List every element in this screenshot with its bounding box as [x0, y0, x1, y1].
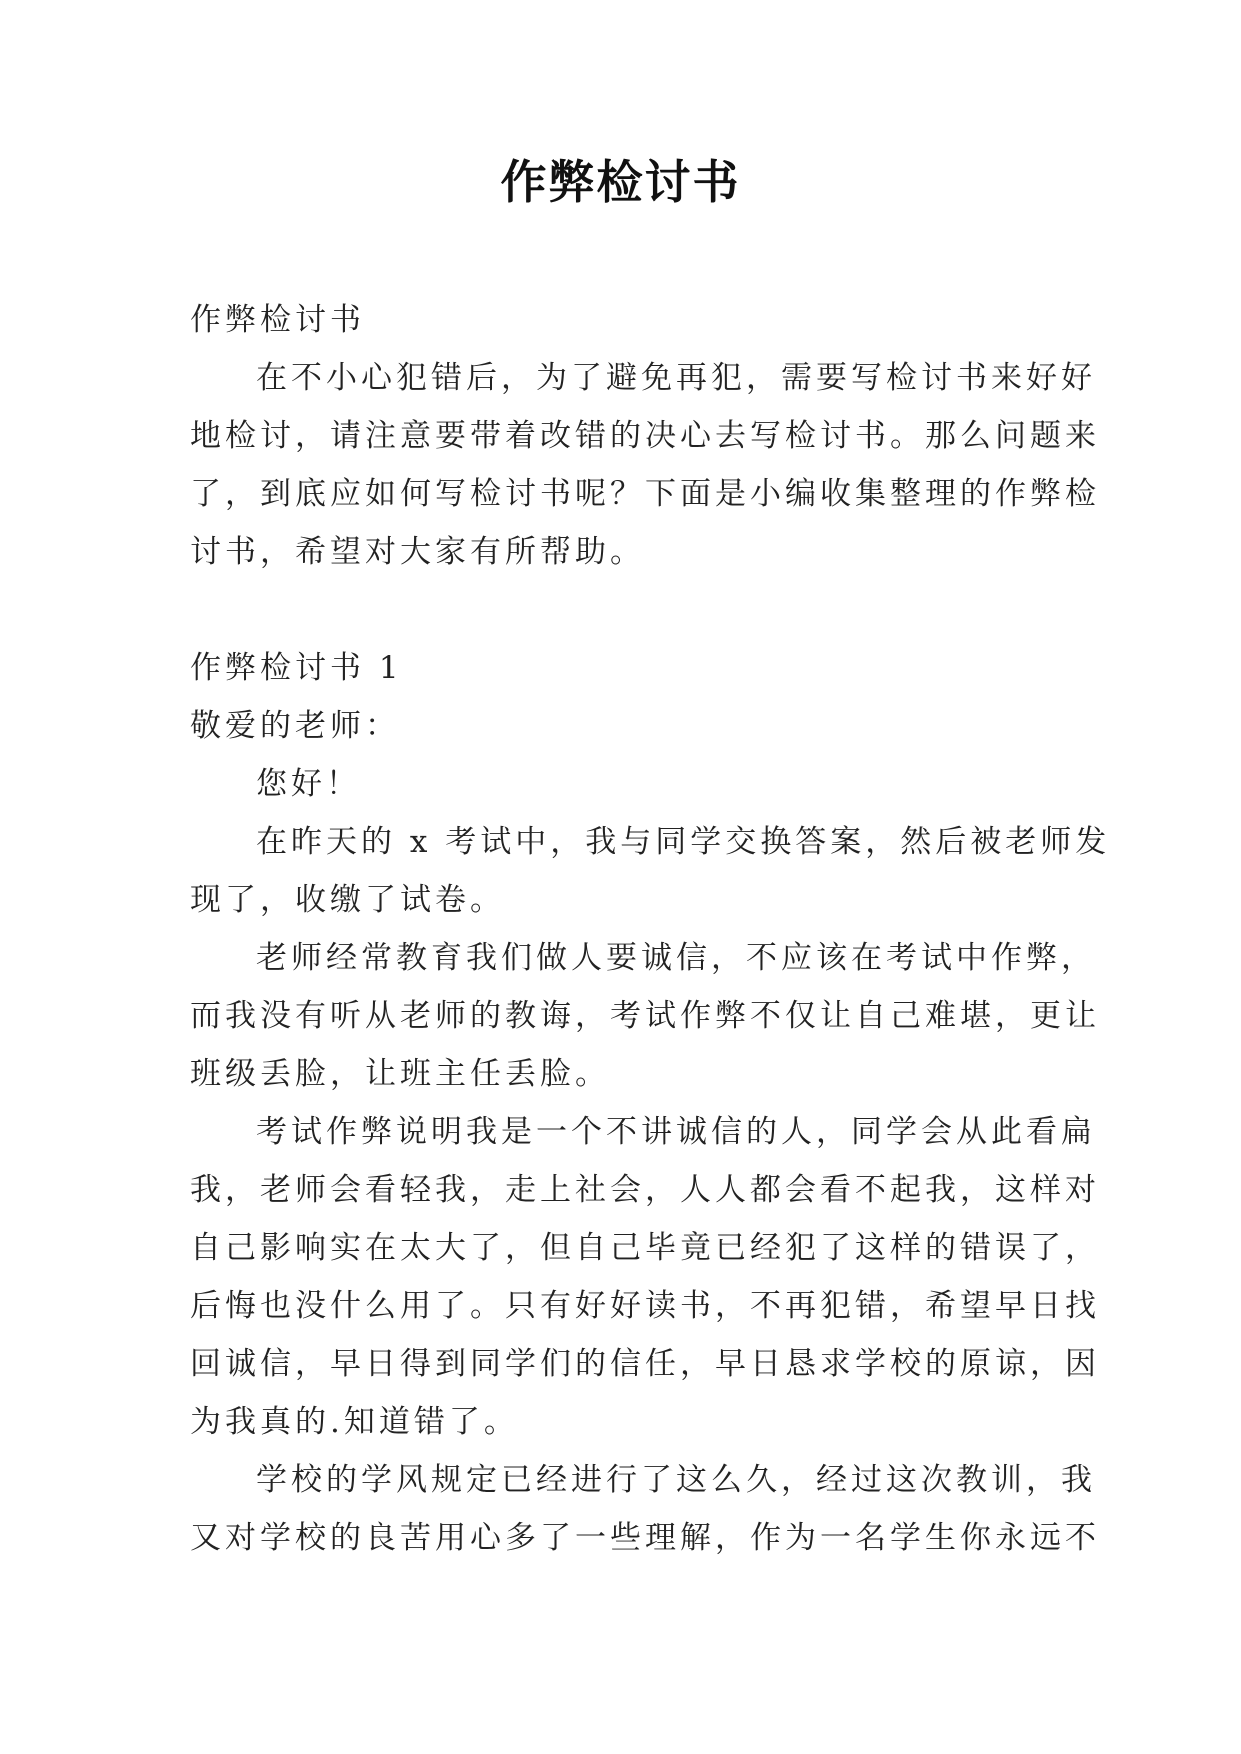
intro-heading: 作弊检讨书 [190, 302, 365, 338]
text-line: 在不小心犯错后，为了避免再犯，需要写检讨书来好好 [256, 360, 1096, 396]
text-line: 而我没有听从老师的教诲，考试作弊不仅让自己难堪，更让 [190, 998, 1100, 1034]
text-line: 后悔也没什么用了。只有好好读书，不再犯错，希望早日找 [190, 1288, 1100, 1324]
letter-paragraph [190, 813, 1111, 929]
letter-greeting: 您好！ [256, 766, 361, 802]
document-body [190, 291, 1111, 1567]
text-line: 为我真的.知道错了。 [190, 1404, 519, 1440]
text-line: 在昨天的 x 考试中，我与同学交换答案，然后被老师发 [256, 824, 1111, 860]
text-line: 自己影响实在太大了，但自己毕竟已经犯了这样的错误了， [190, 1230, 1100, 1266]
letter-paragraph [190, 1451, 1100, 1567]
text-line: 考试作弊说明我是一个不讲诚信的人，同学会从此看扁 [256, 1114, 1096, 1150]
text-line: 我，老师会看轻我，走上社会，人人都会看不起我，这样对 [190, 1172, 1100, 1208]
letter-salutation: 敬爱的老师： [190, 708, 400, 744]
letter-paragraph [190, 1103, 1100, 1451]
text-line: 学校的学风规定已经进行了这么久，经过这次教训，我 [256, 1462, 1096, 1498]
text-line: 了，到底应如何写检讨书呢？下面是小编收集整理的作弊检 [190, 476, 1100, 512]
document-title: 作弊检讨书 [500, 155, 741, 209]
text-line: 现了，收缴了试卷。 [190, 882, 505, 918]
text-line: 老师经常教育我们做人要诚信，不应该在考试中作弊， [256, 940, 1096, 976]
section-spacer [190, 581, 1062, 639]
text-line: 班级丢脸，让班主任丢脸。 [190, 1056, 610, 1092]
text-line: 回诚信，早日得到同学们的信任，早日恳求学校的原谅，因 [190, 1346, 1100, 1382]
text-line: 又对学校的良苦用心多了一些理解，作为一名学生你永远不 [190, 1520, 1100, 1556]
letter-paragraph [190, 929, 1100, 1103]
intro-paragraph [190, 349, 1100, 581]
text-line: 地检讨，请注意要带着改错的决心去写检讨书。那么问题来 [190, 418, 1100, 454]
text-line: 讨书，希望对大家有所帮助。 [190, 534, 645, 570]
letter-heading: 作弊检讨书 1 [190, 650, 403, 686]
